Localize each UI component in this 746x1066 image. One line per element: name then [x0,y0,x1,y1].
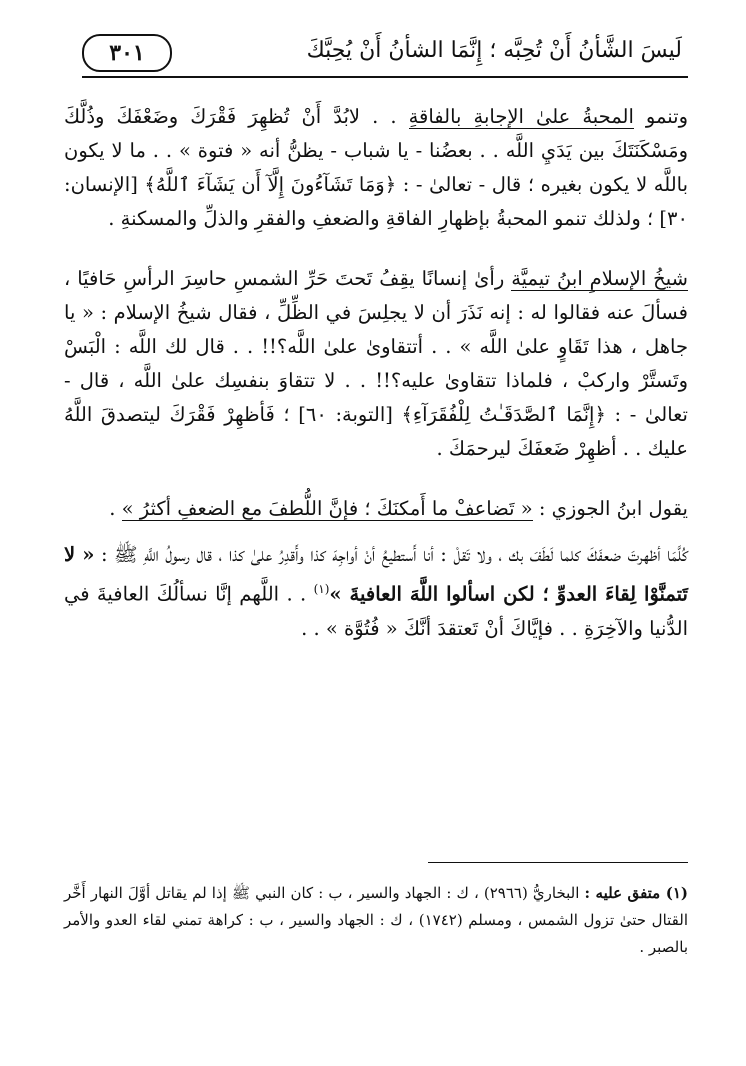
footnote-marker: (١) متفق عليه : [584,884,689,902]
p2-text-rest: رأىٰ إنسانًا يقِفُ تَحتَ حَرِّ الشمسِ حاسِرَ الرأسِ حَافيًا ، فسألَ عنه فقالوا له : إنه نَذَرَ أن لا يجلِسَ في الظِّلِّ ، فقال شيخُ الإسلام : « يا جاهل ، هذا تَقَاوٍ علىٰ اللَّه » . . أتتقاوىٰ علىٰ اللَّه؟!! . . قال لك اللَّه : الْبَسْ وتَستَّرْ واركبْ ، فلماذا تتقاوىٰ عليه؟!! . . لا تتقاوَ بنفسِك علىٰ اللَّه ، قال - تعالىٰ - : ﴿إِنَّمَا ٱلصَّدَقَـٰتُ لِلْفُقَرَآءِ﴾ [التوبة: ٦٠] ؛ فَأظهِرْ فَقْرَكَ ليتصدقَ اللَّهُ عليك . . أظهِرْ ضَعفَكَ ليرحمَكَ . [64,267,688,460]
paragraph-3 [64,492,688,526]
p3-text-start: يقول ابنُ الجوزي : [532,497,688,520]
paragraph-4 [64,538,688,646]
p3-text-end: . [109,497,122,520]
footnote-divider [428,862,688,863]
page-header [82,28,688,72]
p3-underlined-quote: « تَضاعفْ ما أَمكنَكَ ؛ فإنَّ اللُّطفَ مع الضعفِ أكثرُ » [121,497,533,520]
p2-underlined-phrase: شيخُ الإسلامِ ابنُ تيميَّة [511,267,688,290]
p4-hadith-bold: « لا تَتمنَّوْا لِقاءَ العدوِّ ؛ لكن اسألوا اللَّهَ العافيةَ » [64,543,688,606]
running-title: لَيسَ الشَّأنُ أَنْ تُحِبَّه ؛ إِنَّمَا الشأنُ أَنْ يُحِبَّكَ [306,38,682,63]
footnote [64,880,688,961]
footnote-reference[interactable]: (١) [313,582,330,596]
p1-text-rest: . . لابُدَّ أَنْ تُظهِرَ فَقْرَكَ وضَعْفَكَ وذُلَّكَ ومَسْكَنَتَكَ بين يَدَيِ اللَّه . . بعضُنا - يا شباب - يظنُّ أنه « فتوة » . . ما لا يكون باللَّه لا يكون بغيره ؛ قال - تعالىٰ - : ﴿وَمَا تَشَآءُونَ إِلَّآ أَن يَشَآءَ ٱللَّهُ﴾ [الإنسان: ٣٠] ؛ ولذلك تنمو المحبةُ بإظهارِ الفاقةِ والضعفِ والفقرِ والذلِّ والمسكنةِ . [64,105,688,230]
page-number: ٣٠١ [82,34,172,72]
header-divider [82,76,688,78]
paragraph-2 [64,262,688,466]
p4-text-rest: . . اللَّهم إنَّا نسألُكَ العافيةَ في الدُّنيا والآخِرَةِ . . فإيَّاكَ أنْ تَعتقدَ أنَّكَ « فُتُوَّة » . . [64,582,688,640]
paragraph-1 [64,100,688,236]
main-text [64,100,688,672]
p1-underlined-phrase: المحبةُ علىٰ الإجابةِ بالفاقةِ [408,105,634,128]
p1-text-start: وتنمو [633,105,689,128]
p4-text-start: كُلَّمَا أظهرتَ ضعفَكَ كلما لَطَفَ بك ، ولا تَقلْ : أنا أَستطيعُ أنْ أواجِهَ كذا وأَقدِرُ علىٰ كذا ، قال رسولُ اللَّهِ ﷺ : [94,543,688,566]
footnote-text: البخاريُّ (٢٩٦٦) ، ك : الجهاد والسير ، ب : كان النبي ﷺ إذا لم يقاتل أوَّلَ النهار أَخَّر القتال حتىٰ تزول الشمس ، ومسلم (١٧٤٢) ، ك : الجهاد والسير ، ب : كراهة تمني لقاء العدو والأمر بالصبر . [64,884,688,956]
